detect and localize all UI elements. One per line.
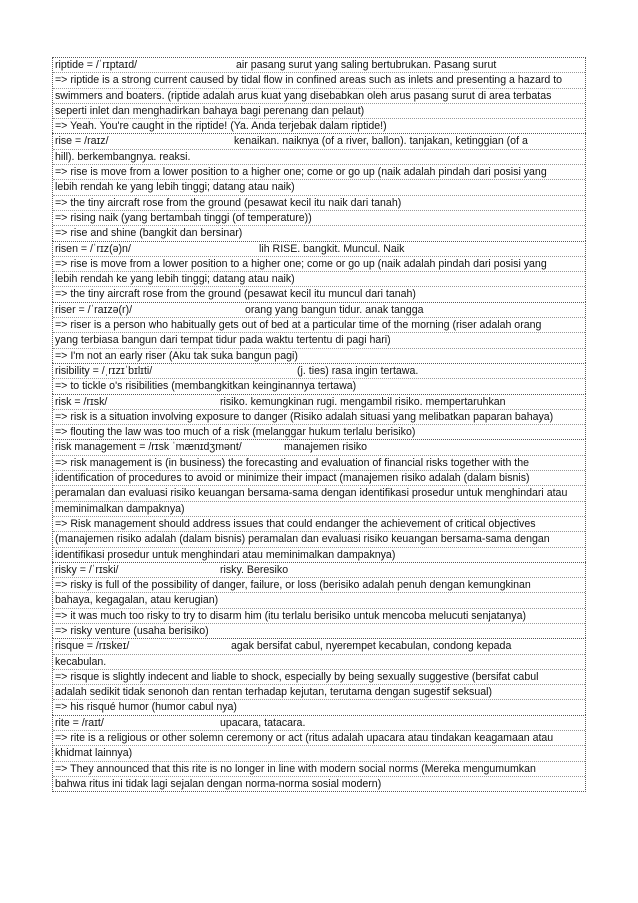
entry-headword-line bbox=[53, 303, 585, 318]
translation: risiko. kemungkinan rugi. mengambil risiko. mempertaruhkan bbox=[220, 395, 506, 408]
entry-headword-line bbox=[53, 639, 585, 654]
translation: kenaikan. naiknya (of a river, ballon). tanjakan, ketinggian (of a bbox=[234, 135, 528, 148]
entry-headword-line bbox=[53, 364, 585, 379]
definition-line: (manajemen risiko adalah (dalam bisnis) peramalan dan evaluasi risiko keuangan bersama-sama dengan bbox=[53, 532, 585, 547]
dictionary-entry bbox=[52, 241, 586, 302]
definition-line: seperti inlet dan menghadirkan bahaya bagi perenang dan pelaut) bbox=[53, 104, 585, 119]
example-line: => risky is full of the possibility of danger, failure, or loss (berisiko adalah penuh dengan kemungkinan bbox=[53, 578, 585, 593]
definition-line: hill). berkembangnya. reaksi. bbox=[53, 150, 585, 165]
definition-line: lebih rendah ke yang lebih tinggi; datang atau naik) bbox=[53, 180, 585, 195]
dictionary-entry bbox=[52, 363, 586, 394]
headword: risk = /rɪsk/ bbox=[55, 395, 108, 408]
dictionary-entry bbox=[52, 394, 586, 440]
entry-headword-line bbox=[53, 58, 585, 73]
entry-headword-line bbox=[53, 440, 585, 455]
dictionary-page bbox=[52, 57, 586, 792]
example-line: => They announced that this rite is no longer in line with modern social norms (Mereka mengumumkan bbox=[53, 762, 585, 777]
dictionary-entry bbox=[52, 439, 586, 561]
headword: risky = /ˈrɪski/ bbox=[55, 563, 119, 576]
example-line: => the tiny aircraft rose from the ground (pesawat kecil itu naik dari tanah) bbox=[53, 196, 585, 211]
example-line: => to tickle o's risibilities (membangkitkan keinginannya tertawa) bbox=[55, 380, 357, 393]
example-line: => risky venture (usaha berisiko) bbox=[55, 624, 209, 637]
translation: air pasang surut yang saling bertubrukan. Pasang surut bbox=[236, 59, 497, 71]
definition-line: lebih rendah ke yang lebih tinggi; datang atau naik) bbox=[53, 272, 585, 287]
entry-headword-line bbox=[53, 395, 585, 410]
example-line: => the tiny aircraft rose from the ground (pesawat kecil itu muncul dari tanah) bbox=[55, 288, 416, 301]
definition-line: peramalan dan evaluasi risiko keuangan bersama-sama dengan identifikasi prosedur untuk menghindari atau bbox=[53, 486, 585, 501]
translation: agak bersifat cabul, nyerempet kecabulan, condong kepada bbox=[231, 640, 512, 653]
translation: upacara, tatacara. bbox=[220, 716, 306, 729]
dictionary-entry bbox=[52, 302, 586, 363]
entry-headword-line bbox=[53, 242, 585, 257]
definition-line: bahwa ritus ini tidak lagi sejalan dengan norma-norma sosial modern) bbox=[55, 777, 382, 790]
entry-headword-line bbox=[53, 716, 585, 731]
example-line: => Yeah. You're caught in the riptide! (Ya. Anda terjebak dalam riptide!) bbox=[55, 120, 387, 133]
definition-line: identification of procedures to avoid or minimize their impact (manajemen risiko adalah (dalam bisnis) bbox=[53, 471, 585, 486]
example-line: => rising naik (yang bertambah tinggi (of temperature)) bbox=[53, 211, 585, 226]
definition-line: khidmat lainnya) bbox=[53, 746, 585, 761]
translation: lih RISE. bangkit. Muncul. Naik bbox=[259, 242, 405, 255]
translation: (j. ties) rasa ingin tertawa. bbox=[297, 364, 419, 377]
example-line: => flouting the law was too much of a risk (melanggar hukum terlalu berisiko) bbox=[55, 426, 416, 439]
definition-line: bahaya, kegagalan, atau kerugian) bbox=[53, 593, 585, 608]
entry-headword-line bbox=[53, 563, 585, 578]
example-line: => riser is a person who habitually gets out of bed at a particular time of the morning (riser adalah orang bbox=[53, 318, 585, 333]
definition-line: swimmers and boaters. (riptide adalah arus kuat yang disebabkan oleh arus pasang surut di area terbatas bbox=[53, 89, 585, 104]
definition-line: adalah sedikit tidak senonoh dan rentan terhadap kejutan, terutama dengan sugestif seksual) bbox=[53, 685, 585, 700]
example-line: => it was much too risky to try to disarm him (itu terlalu berisiko untuk mencoba melucuti senjatanya) bbox=[53, 609, 585, 624]
definition-line: yang terbiasa bangun dari tempat tidur pada waktu tertentu di pagi hari) bbox=[53, 333, 585, 348]
headword: risk management = /rɪsk ˈmænɪdʒmənt/ bbox=[55, 441, 242, 454]
headword: riser = /ˈraɪzə(r)/ bbox=[55, 303, 133, 316]
headword: riptide = /ˈrɪptaɪd/ bbox=[55, 59, 138, 71]
translation: manajemen risiko bbox=[284, 441, 368, 454]
translation: risky. Beresiko bbox=[220, 563, 289, 576]
example-line: => risk management is (in business) the forecasting and evaluation of financial risks together with the bbox=[53, 456, 585, 471]
example-line: => I'm not an early riser (Aku tak suka bangun pagi) bbox=[55, 349, 298, 362]
headword: rise = /raɪz/ bbox=[55, 135, 109, 148]
dictionary-entry bbox=[52, 133, 586, 240]
definition-line: identifikasi prosedur untuk menghindari atau meminimalkan dampaknya) bbox=[55, 548, 396, 561]
example-line: => riptide is a strong current caused by tidal flow in confined areas such as inlets and presenting a hazard to bbox=[53, 73, 585, 88]
translation: orang yang bangun tidur. anak tangga bbox=[245, 303, 424, 316]
definition-line: meminimalkan dampaknya) bbox=[53, 502, 585, 517]
headword: rite = /raɪt/ bbox=[55, 716, 104, 729]
example-line: => risk is a situation involving exposure to danger (Risiko adalah situasi yang melibatkan paparan bahaya) bbox=[53, 410, 585, 425]
headword: risibility = /ˌrɪzɪˈbɪlɪti/ bbox=[55, 364, 153, 377]
example-line: => Risk management should address issues that could endanger the achievement of critical objectives bbox=[53, 517, 585, 532]
headword: risque = /rɪskeɪ/ bbox=[55, 640, 130, 653]
example-line: => risque is slightly indecent and liable to shock, especially by being sexually suggestive (bersifat cabul bbox=[53, 670, 585, 685]
example-line: => rise and shine (bangkit dan bersinar) bbox=[55, 227, 243, 240]
example-line: => rite is a religious or other solemn ceremony or act (ritus adalah upacara atau tindakan keagamaan atau bbox=[53, 731, 585, 746]
example-line: => rise is move from a lower position to a higher one; come or go up (naik adalah pindah dari posisi yang bbox=[53, 165, 585, 180]
dictionary-entry bbox=[52, 562, 586, 638]
dictionary-entry bbox=[52, 57, 586, 133]
entry-headword-line bbox=[53, 134, 585, 149]
headword: risen = /ˈrɪz(ə)n/ bbox=[55, 242, 131, 255]
dictionary-entry bbox=[52, 715, 586, 792]
example-line: => rise is move from a lower position to a higher one; come or go up (naik adalah pindah dari posisi yang bbox=[53, 257, 585, 272]
definition-line: kecabulan. bbox=[53, 655, 585, 670]
dictionary-entry bbox=[52, 638, 586, 714]
example-line: => his risqué humor (humor cabul nya) bbox=[55, 701, 237, 714]
